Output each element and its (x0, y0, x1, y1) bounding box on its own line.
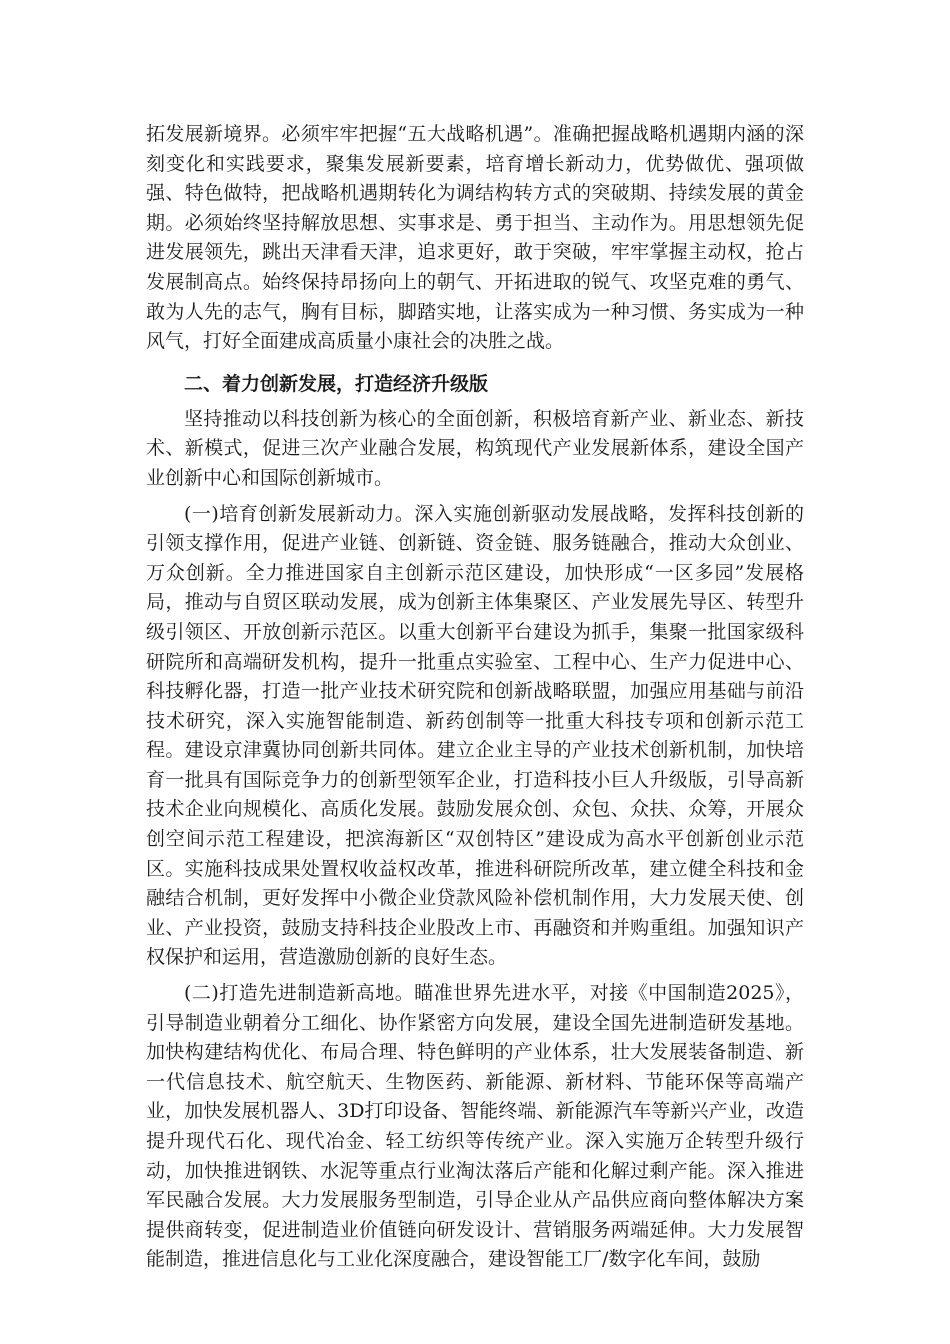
intro-paragraph: 拓发展新境界。必须牢牢把握“五大战略机遇”。准确把握战略机遇期内涵的深刻变化和实践要求，聚集发展新要素，培育增长新动力，优势做优、强项做强、特色做特，把战略机遇期转化为调结构转方式的突破期、持续发展的黄金期。必须始终坚持解放思想、实事求是、勇于担当、主动作为。用思想领先促进发展领先，跳出天津看天津，追求更好，敢于突破，牢牢掌握主动权，抢占发展制高点。始终保持昂扬向上的朝气、开拓进取的锐气、攻坚克难的勇气、敢为人先的志气，胸有目标，脚踏实地，让落实成为一种习惯、务实成为一种风气，打好全面建成高质量小康社会的决胜之战。 (146, 123, 804, 353)
section-heading: 二、着力创新发展，打造经济升级版 (184, 372, 489, 395)
paragraph-gap (146, 357, 804, 363)
item-1-paragraph: (一)培育创新发展新动力。深入实施创新驱动发展战略，发挥科技创新的引领支撑作用，促进产业链、创新链、资金链、服务链融合，推动大众创业、万众创新。全力推进国家自主创新示范区建设，加快形成“一区多园”发展格局，推动与自贸区联动发展，成为创新主体集聚区、产业发展先导区、转型升级引领区、开放创新示范区。以重大创新平台建设为抓手，集聚一批国家级科研院所和高端研发机构，提升一批重点实验室、工程中心、生产力促进中心、科技孵化器，打造一批产业技术研究院和创新战略联盟，加强应用基础与前沿技术研究，深入实施智能制造、新药创制等一批重大科技专项和创新示范工程。建设京津冀协同创新共同体。建立企业主导的产业技术创新机制，加快培育一批具有国际竞争力的创新型领军企业，打造科技小巨人升级版，引导高新技术企业向规模化、高质化发展。鼓励发展众创、众包、众扶、众筹，开展众创空间示范工程建设，把滨海新区“双创特区”建设成为高水平创新创业示范区。实施科技成果处置权收益权改革，推进科研院所改革，建立健全科技和金融结合机制，更好发挥中小微企业贷款风险补偿机制作用，大力发展天使、创业、产业投资，鼓励支持科技企业股改上市、再融资和并购重组。加强知识产权保护和运用，营造激励创新的良好生态。 (146, 502, 804, 969)
item-2-paragraph: (二)打造先进制造新高地。瞄准世界先进水平，对接《中国制造2025》，引导制造业朝着分工细化、协作紧密方向发展，建设全国先进制造研发基地。加快构建结构优化、布局合理、特色鲜明的产业体系，壮大发展装备制造、新一代信息技术、航空航天、生物医药、新能源、新材料、节能环保等高端产业，加快发展机器人、3D打印设备、智能终端、新能源汽车等新兴产业，改造提升现代石化、现代冶金、轻工纺织等传统产业。深入实施万企转型升级行动，加快推进钢铁、水泥等重点行业淘汰落后产能和化解过剩产能。深入推进军民融合发展。大力发展服务型制造，引导企业从产品供应商向整体解决方案提供商转变，促进制造业价值链向研发设计、营销服务两端延伸。大力发展智能制造，推进信息化与工业化深度融合，建设智能工厂/数字化车间，鼓励 (146, 982, 804, 1271)
document-page (146, 120, 804, 1275)
section-intro-paragraph: 坚持推动以科技创新为核心的全面创新，积极培育新产业、新业态、新技术、新模式，促进三次产业融合发展，构筑现代产业发展新体系，建设全国产业创新中心和国际创新城市。 (146, 407, 804, 489)
